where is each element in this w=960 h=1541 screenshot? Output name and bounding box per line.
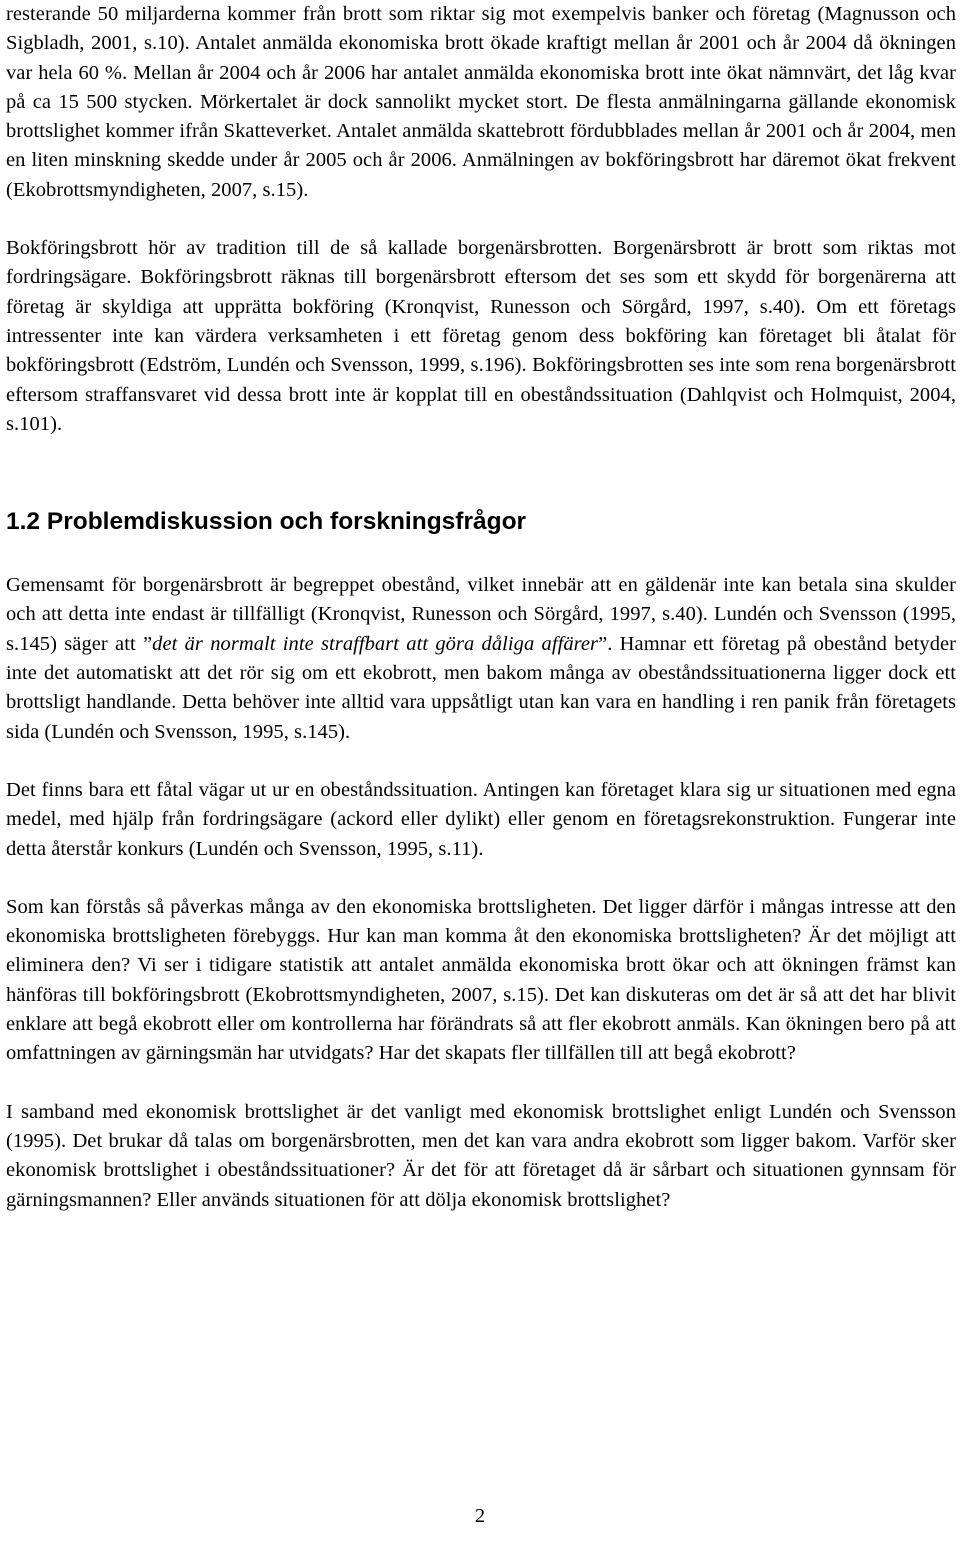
paragraph-research-questions: I samband med ekonomisk brottslighet är det vanligt med ekonomisk brottslighet enligt Lundén och Svensson (1995). Det brukar då talas om borgenärsbrotten, men det kan vara andra ekobrott som ligger bakom. Varför sker ekonomisk brottslighet i obeståndssituationer? Är det för att företaget då är sårbart och situationen gynnsam för gärningsmannen? Eller används situationen för att dölja ekonomisk brottslighet? [6, 1100, 956, 1211]
paragraph-prevention-questions: Som kan förstås så påverkas många av den ekonomiska brottsligheten. Det ligger därför i mångas intresse att den ekonomiska brottsligheten förebyggs. Hur kan man komma åt den ekonomiska brottsligheten? Är det möjligt att eliminera den? Vi ser i tidigare statistik att antalet anmälda ekonomiska brott ökar och att ökningen främst kan hänföras till bokföringsbrott (Ekobrottsmyndigheten, 2007, s.15). Det kan diskuteras om det är så att det har blivit enklare att begå ekobrott eller om kontrollerna har förändrats så att fler ekobrott anmäls. Kan ökningen bero på att omfattningen av gärningsmän har utvidgats? Har det skapats fler tillfällen till att begå ekobrott? [6, 895, 956, 1065]
section-heading [6, 507, 956, 537]
section-number: 1.2 [6, 508, 41, 536]
page-content [6, 0, 956, 1215]
paragraph-bookkeeping-crime: Bokföringsbrott hör av tradition till de så kallade borgenärsbrotten. Borgenärsbrott är brott som riktas mot fordringsägare. Bokföringsbrott räknas till borgenärsbrott eftersom det ses som ett skydd för borgenärerna att företag är skyldiga att upprätta bokföring (Kronqvist, Runesson och Sörgård, 1997, s.40). Om ett företags intressenter inte kan värdera verksamheten i ett företag genom dess bokföring kan företaget bli åtalat för bokföringsbrott (Edström, Lundén och Svensson, 1999, s.196). Bokföringsbrotten ses inte som rena borgenärsbrott eftersom straffansvaret vid dessa brott inte är kopplat till en obeståndssituation (Dahlqvist och Holmquist, 2004, s.101). [6, 237, 956, 435]
page-number: 2 [474, 1505, 486, 1527]
italic-quote: det är normalt inte straffbart att göra dåliga affärer [152, 632, 599, 655]
paragraph-economic-crime-statistics: resterande 50 miljarderna kommer från brott som riktar sig mot exempelvis banker och företag (Magnusson och Sigbladh, 2001, s.10). Antalet anmälda ekonomiska brott ökade kraftigt mellan år 2001 och år 2004 då ökningen var hela 60 %. Mellan år 2004 och år 2006 har antalet anmälda ekonomiska brott inte ökat nämnvärt, det låg kvar på ca 15 500 stycken. Mörkertalet är dock sannolikt mycket stort. De flesta anmälningarna gällande ekonomisk brottslighet kommer ifrån Skatteverket. Antalet anmälda skattebrott fördubblades mellan år 2001 och år 2004, men en liten minskning skedde under år 2005 och år 2006. Anmälningen av bokföringsbrott har däremot ökat frekvent (Ekobrottsmyndigheten, 2007, s.15). [6, 3, 956, 201]
section-title: Problemdiskussion och forskningsfrågor [46, 508, 527, 536]
paragraph-insolvency-text-before: Gemensamt för borgenärsbrott är begreppet obestånd, vilket innebär att en gäldenär inte kan betala sina skulder och att detta inte endast är tillfälligt (Kronqvist, Runesson och Sörgård, 1997, s.40). Lundén och Svensson (1995, s.145) säger att ” [6, 574, 956, 655]
paragraph-ways-out: Det finns bara ett fåtal vägar ut ur en obeståndssituation. Antingen kan företaget klara sig ur situationen med egna medel, med hjälp från fordringsägare (ackord eller dylikt) eller genom en företagsrekonstruktion. Fungerar inte detta återstår konkurs (Lundén och Svensson, 1995, s.11). [6, 778, 956, 860]
paragraph-insolvency-text-after: ”. Hamnar ett företag på obestånd betyder inte det automatiskt att det rör sig om ett ekobrott, men bakom många av obeståndssituationerna ligger dock ett brottsligt handlande. Detta behöver inte alltid vara uppsåtligt utan kan vara en handling i ren panik från företagets sida (Lundén och Svensson, 1995, s.145). [6, 632, 957, 743]
paragraph-insolvency [6, 571, 956, 747]
